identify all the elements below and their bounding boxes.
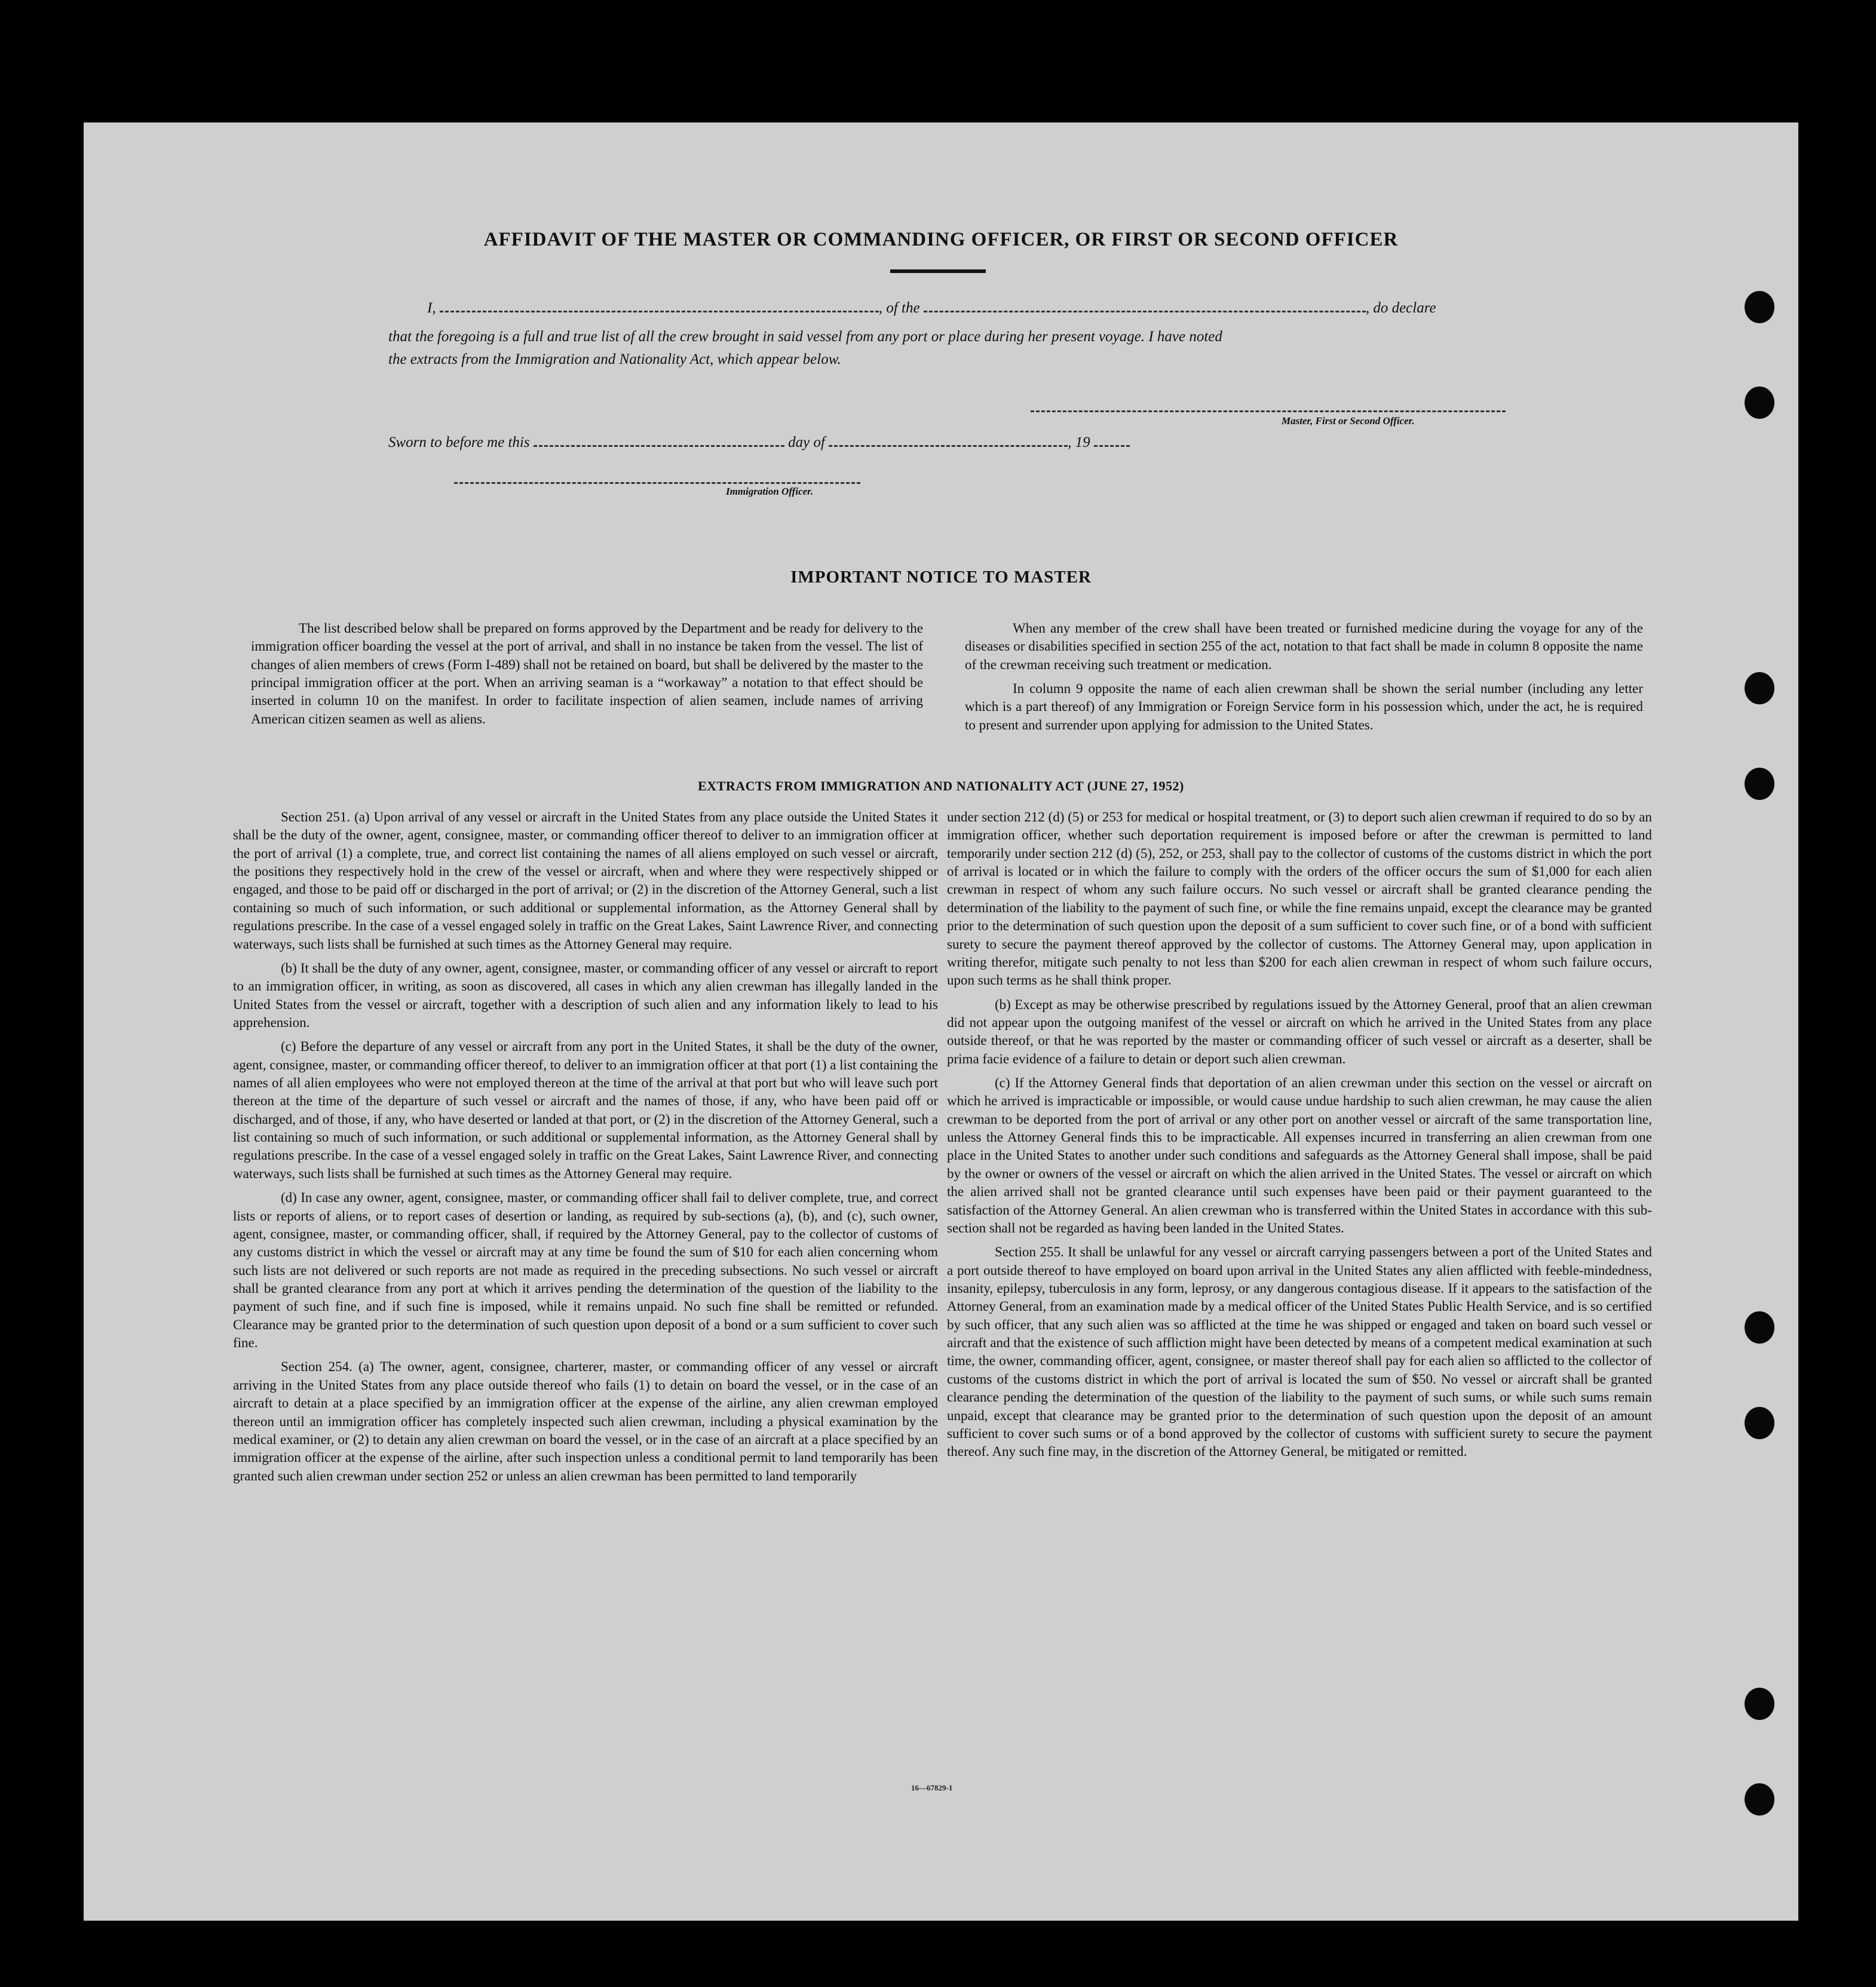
binder-hole xyxy=(1745,387,1774,419)
section-251a: Section 251. (a) Upon arrival of any vessel or aircraft in the United States from any place outside the United States it shall be the duty of the owner, agent, consignee, master, or commanding officer thereof to deliver to an immigration officer at the port of arrival (1) a complete, true, and correct list containing the names of all aliens employed on such vessel or aircraft, the positions they respectively hold in the crew of the vessel or aircraft, when and where they were respectively shipped or engaged, and those to be paid off or discharged in the port of arrival; or (2) in the discretion of the Attorney General, such a list containing so much of such information, or such additional or supplemental information, as the Attorney General shall by regulations prescribe. In the case of a vessel engaged solely in traffic on the Great Lakes, Saint Lawrence River, and connecting waterways, such lists shall be furnished at such times as the Attorney General may require. xyxy=(233,809,938,952)
section-251c: (c) Before the departure of any vessel or aircraft from any port in the United States, it shall be the duty of the owner, agent, consignee, master, or commanding officer thereof, to deliver to an immigration officer at that port (1) a list containing the names of all alien employees who were not employed thereon at the time of the arrival at that port but who will leave such port thereon at the time of the departure of such vessel or aircraft and the names of those, if any, who have been paid off or discharged, and of those, if any, who have deserted or landed at that port, or (2) in the discretion of the Attorney General, such a list containing so much of such information, or such additional or supplemental information, as the Attorney General shall by regulations prescribe. In the case of a vessel engaged solely in traffic on the Great Lakes, Saint Lawrence River, and connecting waterways, such lists shall be furnished at such times as the Attorney General may require. xyxy=(233,1039,938,1181)
i-label: I, xyxy=(427,300,436,316)
notice-paragraph: When any member of the crew shall have been treated or furnished medicine during the voyage for any of the diseases or disabilities specified in section 255 of the act, notation to that fact shall be made in column 8 opposite the name of the crewman receiving such treatment or medication. xyxy=(965,621,1643,672)
section-251b: (b) It shall be the duty of any owner, agent, consignee, master, or commanding officer of any vessel or aircraft to report to an immigration officer, in writing, as soon as discovered, all cases in which any alien crewman has illegally landed in the United States from the vessel or aircraft, together with a description of such alien and any information likely to lead to his apprehension. xyxy=(233,960,938,1030)
day-of-label: day of xyxy=(788,434,825,450)
declaration-text-line1: that the foregoing is a full and true list of all the crew brought in said vessel from any port or place during her present voyage. I have noted xyxy=(388,329,1222,345)
immigration-officer-label: Immigration Officer. xyxy=(726,486,814,497)
binder-hole xyxy=(1745,1407,1774,1439)
sworn-day-field[interactable] xyxy=(534,444,784,447)
section-254c: (c) If the Attorney General finds that deportation of an alien crewman under this section on the vessel or aircraft on which he arrived is impracticable or impossible, or would cause undue hardship to such alien crewman, he may cause the alien crewman to be deported from the port of arrival or any other port on another vessel or aircraft of the same transportation line, unless the Attorney General finds this to be impracticable. All expenses incurred in transferring an alien crewman from one place in the United States to another under such conditions and safeguards as the Attorney General shall impose, shall be paid by the owner or owners of the vessel or aircraft on which the alien arrived in the United States. The vessel or aircraft on which the alien arrived shall not be granted clearance until such expenses have been paid or their payment guaranteed to the satisfaction of the Attorney General. An alien crewman who is transferred within the United States in accordance with this sub-section shall not be regarded as having been landed in the United States. xyxy=(947,1075,1652,1235)
notice-title: IMPORTANT NOTICE TO MASTER xyxy=(790,568,1092,587)
binder-hole xyxy=(1745,1688,1774,1720)
section-254a: Section 254. (a) The owner, agent, consignee, charterer, master, or commanding officer of any vessel or aircraft arriving in the United States from any place outside thereof who fails (1) to detain on board the vessel, or in the case of an aircraft to detain at a place specified by an immigration officer at the expense of the airline, any alien crewman employed thereon until an immigration officer has completely inspected such alien crewman, including a physical examination by the medical examiner, or (2) to detain any alien crewman on board the vessel, or in the case of an aircraft at a place specified by an immigration officer at the expense of the airline, after such inspection unless a conditional permit to land temporarily has been granted such alien crewman under section 252 or unless an alien crewman has been permitted to land temporarily xyxy=(233,1359,938,1483)
binder-hole xyxy=(1745,291,1774,323)
section-255: Section 255. It shall be unlawful for any vessel or aircraft carrying passengers between a port of the United States and a port outside thereof to have employed on board upon arrival in the United States any alien afflicted with feeble-mindedness, insanity, epilepsy, tuberculosis in any form, leprosy, or any dangerous contagious disease. If it appears to the satisfaction of the Attorney General, from an examination made by a medical officer of the United States Public Health Service, and is so certified by such officer, that any such alien was so afflicted at the time he was shipped or engaged and taken on board such vessel or aircraft and that the existence of such affliction might have been detected by means of a competent medical examination at such time, the owner, commanding officer, agent, consignee, or master thereof shall pay for each alien so afflicted to the collector of customs of the customs district in which the port of arrival is located the sum of $50. No vessel or aircraft shall be granted clearance pending the determination of the question of the liability to the payment of such sums, or while such sums remain unpaid, except that clearance may be granted prior to the determination of such question upon the deposit of an amount sufficient to cover such sums or of a bond approved by the collector of customs with sufficient surety to secure the payment thereof. Any such fine may, in the discretion of the Attorney General, be mitigated or remitted. xyxy=(947,1244,1652,1459)
section-254b: (b) Except as may be otherwise prescribed by regulations issued by the Attorney General, proof that an alien crewman did not appear upon the outgoing manifest of the vessel or aircraft on which he arrived in the United States from any place outside thereof, or that he was reported by the master or commanding officer of such vessel or aircraft as a deserter, shall be prima facie evidence of a failure to detain or deport such alien crewman. xyxy=(947,996,1652,1066)
binder-hole xyxy=(1745,1311,1774,1344)
sworn-month-field[interactable] xyxy=(829,444,1068,447)
declarant-name-field[interactable] xyxy=(440,309,879,312)
master-signature-label: Master, First or Second Officer. xyxy=(1282,415,1415,427)
title-divider xyxy=(890,269,986,273)
sworn-year-field[interactable] xyxy=(1094,444,1130,447)
notice-left-column xyxy=(251,620,923,734)
notice-paragraph: In column 9 opposite the name of each alien crewman shall be shown the serial number (including any letter which is a part thereof) of any Immigration or Foreign Service form in his possession which, under the act, he is required to present and surrender upon applying for admission to the United States. xyxy=(965,681,1643,732)
extracts-right-column xyxy=(947,808,1652,1467)
affidavit-title: AFFIDAVIT OF THE MASTER OR COMMANDING OFFICER, OR FIRST OR SECOND OFFICER xyxy=(483,229,1399,250)
declare-label: , do declare xyxy=(1365,300,1436,316)
extracts-left-column xyxy=(233,808,938,1491)
declaration-text-line2: the extracts from the Immigration and Nationality Act, which appear below. xyxy=(388,351,841,367)
master-signature-field[interactable] xyxy=(1031,409,1506,412)
of-the-label: , of the xyxy=(878,300,920,316)
sworn-line xyxy=(388,434,1130,451)
declarant-line xyxy=(427,300,1436,317)
year-label: , 19 xyxy=(1068,434,1090,450)
binder-hole xyxy=(1745,1783,1774,1816)
binder-hole xyxy=(1745,672,1774,704)
notice-right-column xyxy=(965,620,1643,740)
extracts-title: EXTRACTS FROM IMMIGRATION AND NATIONALITY ACT (JUNE 27, 1952) xyxy=(698,778,1184,793)
section-254a-continued: under section 212 (d) (5) or 253 for medical or hospital treatment, or (3) to deport such alien crewman if required to do so by an immigration officer, whether such deportation requirement is imposed before or after the crewman is permitted to land temporarily under section 212 (d) (5), 252, or 253, shall pay to the collector of customs of the customs district in which the port of arrival is located or in which the failure to comply with the orders of the officer occurs the sum of $1,000 for each alien crewman in respect of whom any such failure occurs. No such vessel or aircraft shall be granted clearance pending the determination of the liability to the payment of such fine, or while the fine remains unpaid, except the clearance may be granted prior to the determination of such question upon the deposit of a sum sufficient to cover such fine, or of a bond with sufficient surety to secure the payment thereof approved by the collector of customs. The Attorney General may, upon application in writing therefor, mitigate such penalty to not less than $200 for each alien crewman in respect of whom such failure occurs, upon such terms as he shall think proper. xyxy=(947,809,1652,988)
form-code: 16—67829-1 xyxy=(911,1783,953,1792)
sworn-label: Sworn to before me this xyxy=(388,434,530,450)
form-page xyxy=(84,122,1798,1921)
notice-paragraph: The list described below shall be prepared on forms approved by the Department and be ready for delivery to the immigration officer boarding the vessel at the port of arrival, and shall in no instance be taken from the vessel. The list of changes of alien members of crews (Form I-489) shall not be retained on board, but shall be delivered by the master to the principal immigration officer at the port. When an arriving seaman is a “workaway” a notation to that effect should be inserted in column 10 on the manifest. In order to facilitate inspection of alien seamen, include names of arriving American citizen seamen as well as aliens. xyxy=(251,621,923,726)
immigration-officer-signature-field[interactable] xyxy=(454,481,860,484)
vessel-name-field[interactable] xyxy=(924,309,1366,312)
section-251d: (d) In case any owner, agent, consignee, master, or commanding officer shall fail to deliver complete, true, and correct lists or reports of aliens, or to report cases of desertion or landing, as required by sub-sections (a), (b), and (c), such owner, agent, consignee, master, or commanding officer, shall, if required by the Attorney General, pay to the collector of customs of any customs district in which the vessel or aircraft may at any time be found the sum of $10 for each alien concerning whom such lists are not delivered or such reports are not made as required in the preceding subsections. No such vessel or aircraft shall be granted clearance from any port at which it arrives pending the determination of the question of the liability to the payment of such fine, and if such fine is imposed, while it remains unpaid. No such fine shall be remitted or refunded. Clearance may be granted prior to the determination of such question upon deposit of a bond or a sum sufficient to cover such fine. xyxy=(233,1190,938,1351)
